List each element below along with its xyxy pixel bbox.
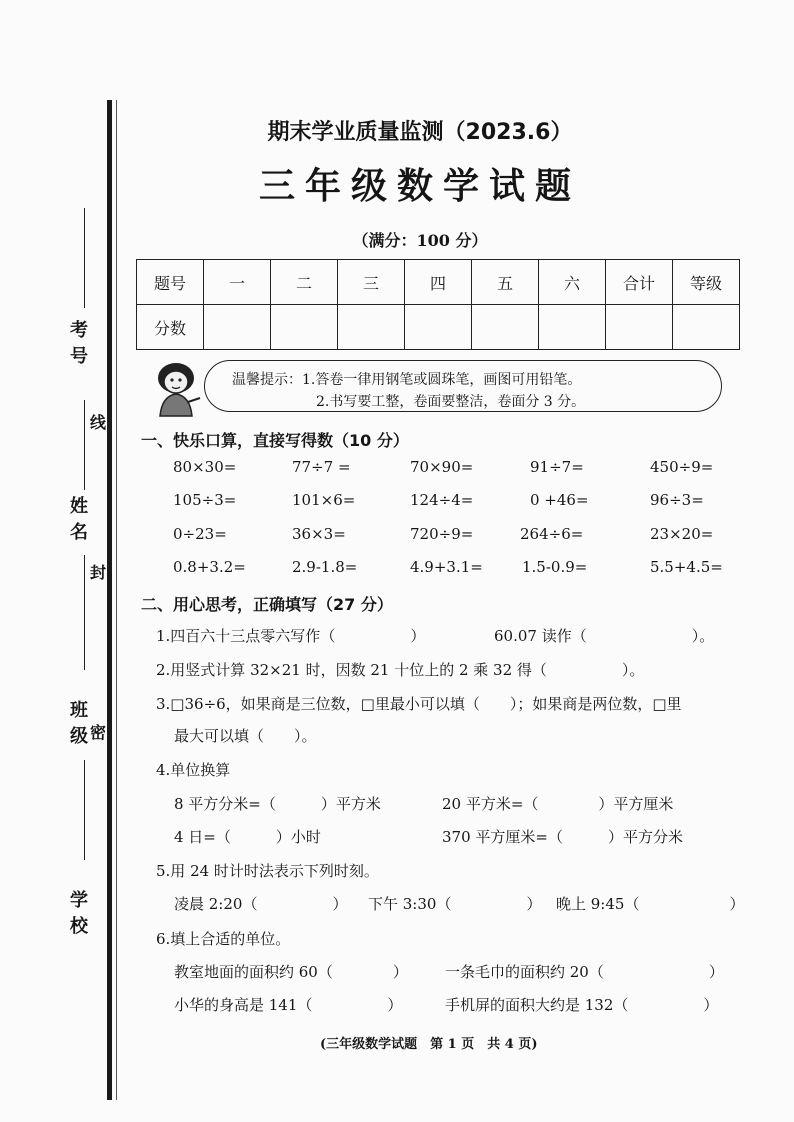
- question-6b: 一条毛巾的面积约 20（ ）: [445, 963, 724, 981]
- banji-line: [84, 555, 85, 670]
- banji-bottom-line: [84, 760, 85, 860]
- score-cell[interactable]: [472, 305, 539, 350]
- calc-item: 0.8+3.2=: [173, 558, 246, 576]
- calc-item: 23×20=: [650, 525, 714, 543]
- calc-item: 70×90=: [410, 458, 474, 476]
- exam-title: 三年级数学试题: [258, 166, 581, 207]
- tip-line-1: 温馨提示：1.答卷一律用钢笔或圆珠笔，画图可用铅笔。: [232, 372, 582, 388]
- question-2: 2.用竖式计算 32×21 时，因数 21 十位上的 2 乘 32 得（ ）。: [156, 661, 645, 679]
- table-cell: 分数: [137, 305, 204, 350]
- question-5a: 凌晨 2:20（ ）: [174, 895, 348, 913]
- score-cell[interactable]: [338, 305, 405, 350]
- calc-item: 450÷9=: [650, 458, 714, 476]
- table-cell: 六: [539, 260, 606, 305]
- question-6a: 教室地面的面积约 60（ ）: [174, 963, 408, 981]
- kaohao-label: 考号: [67, 320, 88, 372]
- section2-title: 二、用心思考，正确填写（27 分）: [141, 595, 393, 614]
- binding-margin-rule: [107, 100, 112, 1100]
- section1-title: 一、快乐口算，直接写得数（10 分）: [141, 431, 409, 450]
- question-4c: 4 日=（ ）小时: [174, 828, 321, 846]
- question-1b: 60.07 读作（ ）。: [494, 627, 715, 645]
- score-table-header-row: [137, 260, 740, 305]
- question-5: 5.用 24 时计时法表示下列时刻。: [156, 862, 379, 880]
- score-cell[interactable]: [606, 305, 673, 350]
- calc-item: 0÷23=: [173, 525, 227, 543]
- xingming-line: [84, 400, 85, 490]
- calc-item: 5.5+4.5=: [650, 558, 723, 576]
- seal-xian: 线: [90, 413, 107, 432]
- table-cell: 四: [405, 260, 472, 305]
- question-6d: 手机屏的面积大约是 132（ ）: [445, 996, 719, 1014]
- calc-item: 80×30=: [173, 458, 237, 476]
- score-cell[interactable]: [673, 305, 740, 350]
- score-cell[interactable]: [405, 305, 472, 350]
- table-cell: 三: [338, 260, 405, 305]
- question-6: 6.填上合适的单位。: [156, 930, 291, 948]
- question-1a: 1.四百六十三点零六写作（ ）: [156, 627, 426, 645]
- question-4: 4.单位换算: [156, 761, 231, 779]
- calc-item: 124÷4=: [410, 491, 474, 509]
- question-5b: 下午 3:30（ ）: [368, 895, 542, 913]
- calc-item: 91÷7=: [530, 458, 584, 476]
- question-4a: 8 平方分米=（ ）平方米: [174, 795, 381, 813]
- table-cell: 等级: [673, 260, 740, 305]
- xuexiao-label: 学校: [67, 890, 88, 942]
- question-3b: 最大可以填（ ）。: [174, 727, 317, 745]
- exam-subtitle: 期末学业质量监测（2023.6）: [267, 120, 573, 145]
- calc-item: 96÷3=: [650, 491, 704, 509]
- xingming-label: 姓名: [67, 496, 88, 548]
- seal-mi: 密: [90, 723, 107, 742]
- calc-item: 2.9-1.8=: [292, 558, 358, 576]
- table-cell: 合计: [606, 260, 673, 305]
- calc-item: 105÷3=: [173, 491, 237, 509]
- calc-item: 36×3=: [292, 525, 346, 543]
- score-table: [136, 259, 740, 350]
- full-score: （满分：100 分）: [352, 231, 488, 250]
- seal-feng: 封: [90, 563, 107, 582]
- table-cell: 五: [472, 260, 539, 305]
- question-4b: 20 平方米=（ ）平方厘米: [442, 795, 674, 813]
- table-cell: 题号: [137, 260, 204, 305]
- calc-item: 77÷7 =: [292, 458, 351, 476]
- calc-item: 0 +46=: [530, 491, 589, 509]
- score-cell[interactable]: [204, 305, 271, 350]
- calc-item: 264÷6=: [520, 525, 584, 543]
- calc-item: 4.9+3.1=: [410, 558, 483, 576]
- kaohao-line: [84, 208, 85, 308]
- score-table-score-row: [137, 305, 740, 350]
- calc-item: 1.5-0.9=: [522, 558, 588, 576]
- banji-label: 班级: [67, 700, 88, 752]
- binding-margin-rule-thin: [116, 100, 117, 1100]
- table-cell: 一: [204, 260, 271, 305]
- question-6c: 小华的身高是 141（ ）: [174, 996, 403, 1014]
- question-3a: 3.□36÷6，如果商是三位数，□里最小可以填（ ）；如果商是两位数，□里: [156, 695, 682, 713]
- score-cell[interactable]: [539, 305, 606, 350]
- cartoon-girl-icon: [148, 360, 208, 418]
- page-footer: (三年级数学试题 第 1 页 共 4 页): [320, 1037, 538, 1052]
- calc-item: 720÷9=: [410, 525, 474, 543]
- question-5c: 晚上 9:45（ ）: [556, 895, 745, 913]
- tip-line-2: 2.书写要工整，卷面要整洁，卷面分 3 分。: [316, 394, 586, 410]
- score-cell[interactable]: [271, 305, 338, 350]
- calc-item: 101×6=: [292, 491, 356, 509]
- question-4d: 370 平方厘米=（ ）平方分米: [442, 828, 683, 846]
- table-cell: 二: [271, 260, 338, 305]
